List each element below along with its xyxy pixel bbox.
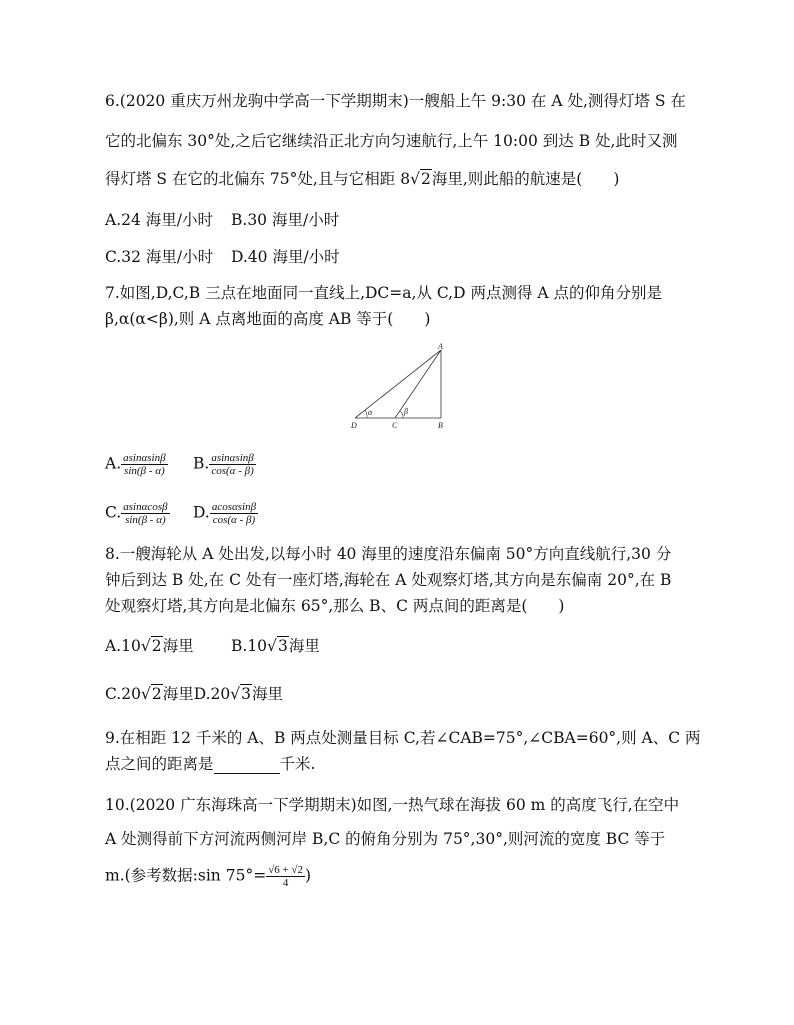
- denominator: 4: [282, 877, 289, 889]
- q6-radicand: 2: [420, 170, 431, 188]
- q7-option-c: [105, 501, 193, 526]
- q7-option-d-fraction: [210, 501, 258, 526]
- q6-line-3: [105, 169, 619, 189]
- q8-line-1: 8.一艘海轮从 A 处出发,以每小时 40 海里的速度沿东偏南 50°方向直线航行,30 分: [105, 545, 672, 563]
- q6-options-row-2: [105, 247, 340, 267]
- sqrt-symbol: √3: [267, 637, 288, 655]
- q8-options-row-2: [105, 684, 283, 704]
- sqrt-symbol: √2: [140, 685, 162, 703]
- denominator: cos(α - β): [212, 514, 256, 526]
- q8-option-d: [194, 684, 283, 704]
- label-a: A: [438, 342, 443, 351]
- q9-line-2-end: 千米.: [279, 755, 316, 773]
- q8-option-c-unit: 海里: [162, 685, 194, 703]
- q8-option-c: [105, 684, 194, 704]
- q8-option-d-unit: 海里: [252, 685, 284, 703]
- beta-arc: [400, 411, 403, 418]
- q6-line-1: 6.(2020 重庆万州龙驹中学高一下学期期末)一艘船上午 9:30 在 A 处,测得灯塔 S 在: [105, 92, 686, 110]
- q9-answer-blank[interactable]: [214, 759, 280, 774]
- radicand: 3: [277, 637, 288, 655]
- q8-option-a-coef: A.10: [105, 637, 141, 655]
- q7-option-d-label: D.: [193, 503, 210, 522]
- q8-line-3: 处观察灯塔,其方向是北偏东 65°,那么 B、C 两点间的距离是( ): [105, 597, 565, 615]
- q6-line-2: 它的北偏东 30°处,之后它继续沿正北方向匀速航行,上午 10:00 到达 B 处,此时又测: [105, 132, 678, 150]
- sqrt-symbol: √2: [140, 637, 162, 655]
- q10-line-1: 10.(2020 广东海珠高一下学期期末)如图,一热气球在海拔 60 m 的高度飞行,在空中: [105, 796, 680, 814]
- numerator: √6 + √2: [268, 864, 303, 876]
- side-ca: [395, 350, 441, 418]
- q9-line-1: 9.在相距 12 千米的 A、B 两点处测量目标 C,若∠CAB=75°,∠CBA=60°,则 A、C 两: [105, 729, 701, 747]
- q6-option-b: B.30 海里/小时: [231, 211, 340, 229]
- denominator: sin(β - α): [124, 465, 165, 477]
- numerator: asinαsinβ: [123, 452, 166, 464]
- radicand: 2: [151, 685, 162, 703]
- label-beta: β: [404, 407, 408, 416]
- denominator: sin(β - α): [125, 514, 166, 526]
- q9-line-2-start: 点之间的距离是: [105, 755, 214, 773]
- q7-option-b: [193, 452, 256, 477]
- q7-triangle-figure: [345, 342, 455, 432]
- q7-option-b-fraction: [209, 452, 255, 477]
- q7-option-b-label: B.: [193, 454, 210, 473]
- q10-line-2: A 处测得前下方河流两侧河岸 B,C 的俯角分别为 75°,30°,则河流的宽度 BC 等于: [105, 830, 666, 848]
- q6-options-row-1: [105, 210, 339, 230]
- q7-option-a-fraction: [121, 452, 167, 477]
- q7-option-d: [193, 501, 258, 526]
- q8-option-a-unit: 海里: [162, 637, 194, 655]
- q7-option-a: [105, 452, 193, 477]
- label-b: B: [438, 421, 443, 430]
- label-alpha: α: [368, 408, 373, 417]
- q6-option-d: D.40 海里/小时: [231, 248, 340, 266]
- q10-reference-end: ): [304, 866, 312, 885]
- q8-options-row-1: [105, 636, 320, 656]
- denominator: cos(α - β): [211, 465, 254, 477]
- q10-line-3: [105, 864, 311, 890]
- q8-option-c-coef: C.20: [105, 685, 141, 703]
- q8-option-b: [231, 636, 320, 656]
- q7-options-row-1: [105, 452, 256, 477]
- label-d: D: [351, 421, 357, 430]
- q7-line-2: β,α(α<β),则 A 点离地面的高度 AB 等于( ): [105, 310, 431, 328]
- q8-option-b-coef: B.10: [231, 637, 268, 655]
- numerator: asinαcosβ: [123, 501, 168, 513]
- q7-option-a-label: A.: [105, 454, 122, 473]
- q6-option-a: A.24 海里/小时: [105, 211, 213, 229]
- q6-option-c: C.32 海里/小时: [105, 248, 214, 266]
- numerator: asinαsinβ: [211, 452, 254, 464]
- q7-options-row-2: [105, 501, 258, 526]
- q8-option-d-coef: D.20: [193, 685, 231, 703]
- alpha-arc: [365, 410, 367, 418]
- q7-option-c-fraction: [121, 501, 169, 526]
- q8-option-a: [105, 636, 231, 656]
- q10-fraction: [266, 864, 305, 889]
- q8-option-b-unit: 海里: [288, 637, 320, 655]
- q7-line-1: 7.如图,D,C,B 三点在地面同一直线上,DC=a,从 C,D 两点测得 A 点的仰角分别是: [105, 284, 663, 302]
- q10-reference-start: (参考数据:sin 75°=: [124, 866, 267, 885]
- q7-option-c-label: C.: [105, 503, 122, 522]
- q6-line-3-end: 海里,则此船的航速是( ): [431, 170, 620, 188]
- q6-line-3-start: 得灯塔 S 在它的北偏东 75°处,且与它相距 8: [105, 170, 411, 188]
- q9-line-2: [105, 754, 315, 774]
- radicand: 3: [241, 685, 252, 703]
- radicand: 2: [151, 637, 162, 655]
- q8-line-2: 钟后到达 B 处,在 C 处有一座灯塔,海轮在 A 处观察灯塔,其方向是东偏南 20°,在 B: [105, 571, 672, 589]
- q10-unit: m.: [105, 866, 125, 885]
- label-c: C: [392, 421, 398, 430]
- sqrt-symbol: √2: [410, 170, 431, 188]
- numerator: acosαsinβ: [211, 501, 257, 513]
- sqrt-symbol: √3: [230, 685, 252, 703]
